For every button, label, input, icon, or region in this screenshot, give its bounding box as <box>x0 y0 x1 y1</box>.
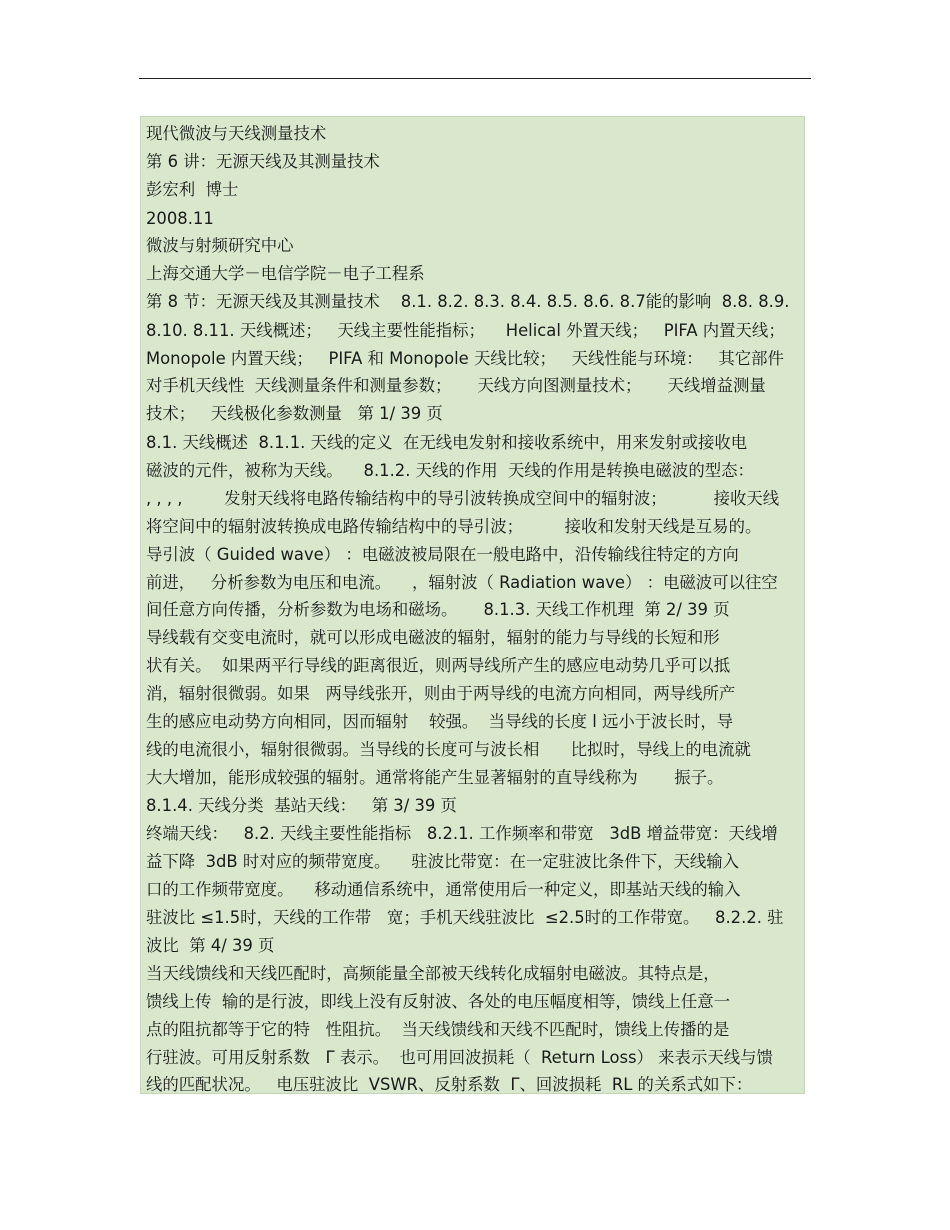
text-line: 导引波（ Guided wave） ：电磁波被局限在一般电路中，沿传输线往特定的方向 <box>146 545 739 564</box>
text-line: 前进， 分析参数为电压和电流。 ，辐射波（ Radiation wave） ：电磁波可以往空 <box>146 573 778 592</box>
text-line: 第 8 节：无源天线及其测量技术 8.1. 8.2. 8.3. 8.4. 8.5. 8.6. 8.7能的影响 8.8. 8.9. <box>146 292 790 311</box>
text-line: 间任意方向传播，分析参数为电场和磁场。 8.1.3. 天线工作机理 第 2/ 39 页 <box>146 600 730 619</box>
text-line: 微波与射频研究中心 <box>146 236 294 255</box>
text-line: 状有关。 如果两平行导线的距离很近，则两导线所产生的感应电动势几乎可以抵 <box>146 656 731 675</box>
text-line: 8.10. 8.11. 天线概述； 天线主要性能指标； Helical 外置天线； PIFA 内置天线； <box>146 321 785 340</box>
text-line: 现代微波与天线测量技术 <box>146 124 327 143</box>
text-line: 馈线上传 输的是行波，即线上没有反射波、各处的电压幅度相等，馈线上任意一 <box>146 992 731 1011</box>
text-line: 彭宏利 博士 <box>146 180 239 199</box>
text-line: 终端天线： 8.2. 天线主要性能指标 8.2.1. 工作频率和带宽 3dB 增益带宽：天线增 <box>146 824 778 843</box>
text-line: 大大增加，能形成较强的辐射。通常将能产生显著辐射的直导线称为 振子。 <box>146 768 724 787</box>
text-line: 8.1.4. 天线分类 基站天线： 第 3/ 39 页 <box>146 796 457 815</box>
text-line: 驻波比 ≤1.5时，天线的工作带 宽；手机天线驻波比 ≤2.5时的工作带宽。 8.2.2. 驻 <box>146 908 784 927</box>
text-line: 线的匹配状况。 电压驻波比 VSWR、反射系数 Γ、回波损耗 RL 的关系式如下： <box>146 1075 753 1094</box>
text-line: 线的电流很小，辐射很微弱。当导线的长度可与波长相 比拟时，导线上的电流就 <box>146 740 751 759</box>
text-line: Monopole 内置天线； PIFA 和 Monopole 天线比较； 天线性能与环境： 其它部件 <box>146 349 784 368</box>
text-line: 2008.11 <box>146 209 214 228</box>
text-line: , , , , 发射天线将电路传输结构中的导引波转换成空间中的辐射波； 接收天线 <box>146 489 780 508</box>
text-line: 对手机天线性 天线测量条件和测量参数； 天线方向图测量技术； 天线增益测量 <box>146 376 766 395</box>
text-line: 生的感应电动势方向相同，因而辐射 较强。 当导线的长度 l 远小于波长时，导 <box>146 712 734 731</box>
document-text-block <box>140 116 805 1094</box>
text-line: 导线载有交变电流时，就可以形成电磁波的辐射，辐射的能力与导线的长短和形 <box>146 628 720 647</box>
text-line: 第 6 讲：无源天线及其测量技术 <box>146 152 380 171</box>
text-line: 行驻波。可用反射系数 Γ 表示。 也可用回波损耗（ Return Loss） 来表示天线与馈 <box>146 1048 773 1067</box>
text-line: 点的阻抗都等于它的特 性阻抗。 当天线馈线和天线不匹配时，馈线上传播的是 <box>146 1020 730 1039</box>
text-line: 波比 第 4/ 39 页 <box>146 936 275 955</box>
text-line: 上海交通大学－电信学院－电子工程系 <box>146 264 425 283</box>
text-line: 口的工作频带宽度。 移动通信系统中，通常使用后一种定义，即基站天线的输入 <box>146 880 741 899</box>
text-line: 消，辐射很微弱。如果 两导线张开，则由于两导线的电流方向相同，两导线所产 <box>146 684 736 703</box>
text-line: 磁波的元件，被称为天线。 8.1.2. 天线的作用 天线的作用是转换电磁波的型态： <box>146 461 754 480</box>
text-line: 8.1. 天线概述 8.1.1. 天线的定义 在无线电发射和接收系统中，用来发射或接收电 <box>146 433 748 452</box>
text-line: 技术； 天线极化参数测量 第 1/ 39 页 <box>146 404 443 423</box>
text-line: 益下降 3dB 时对应的频带宽度。 驻波比带宽：在一定驻波比条件下，天线输入 <box>146 852 740 871</box>
page-header-rule <box>139 78 811 79</box>
text-line: 当天线馈线和天线匹配时，高频能量全部被天线转化成辐射电磁波。其特点是， <box>146 964 720 983</box>
text-line: 将空间中的辐射波转换成电路传输结构中的导引波； 接收和发射天线是互易的。 <box>146 517 762 536</box>
